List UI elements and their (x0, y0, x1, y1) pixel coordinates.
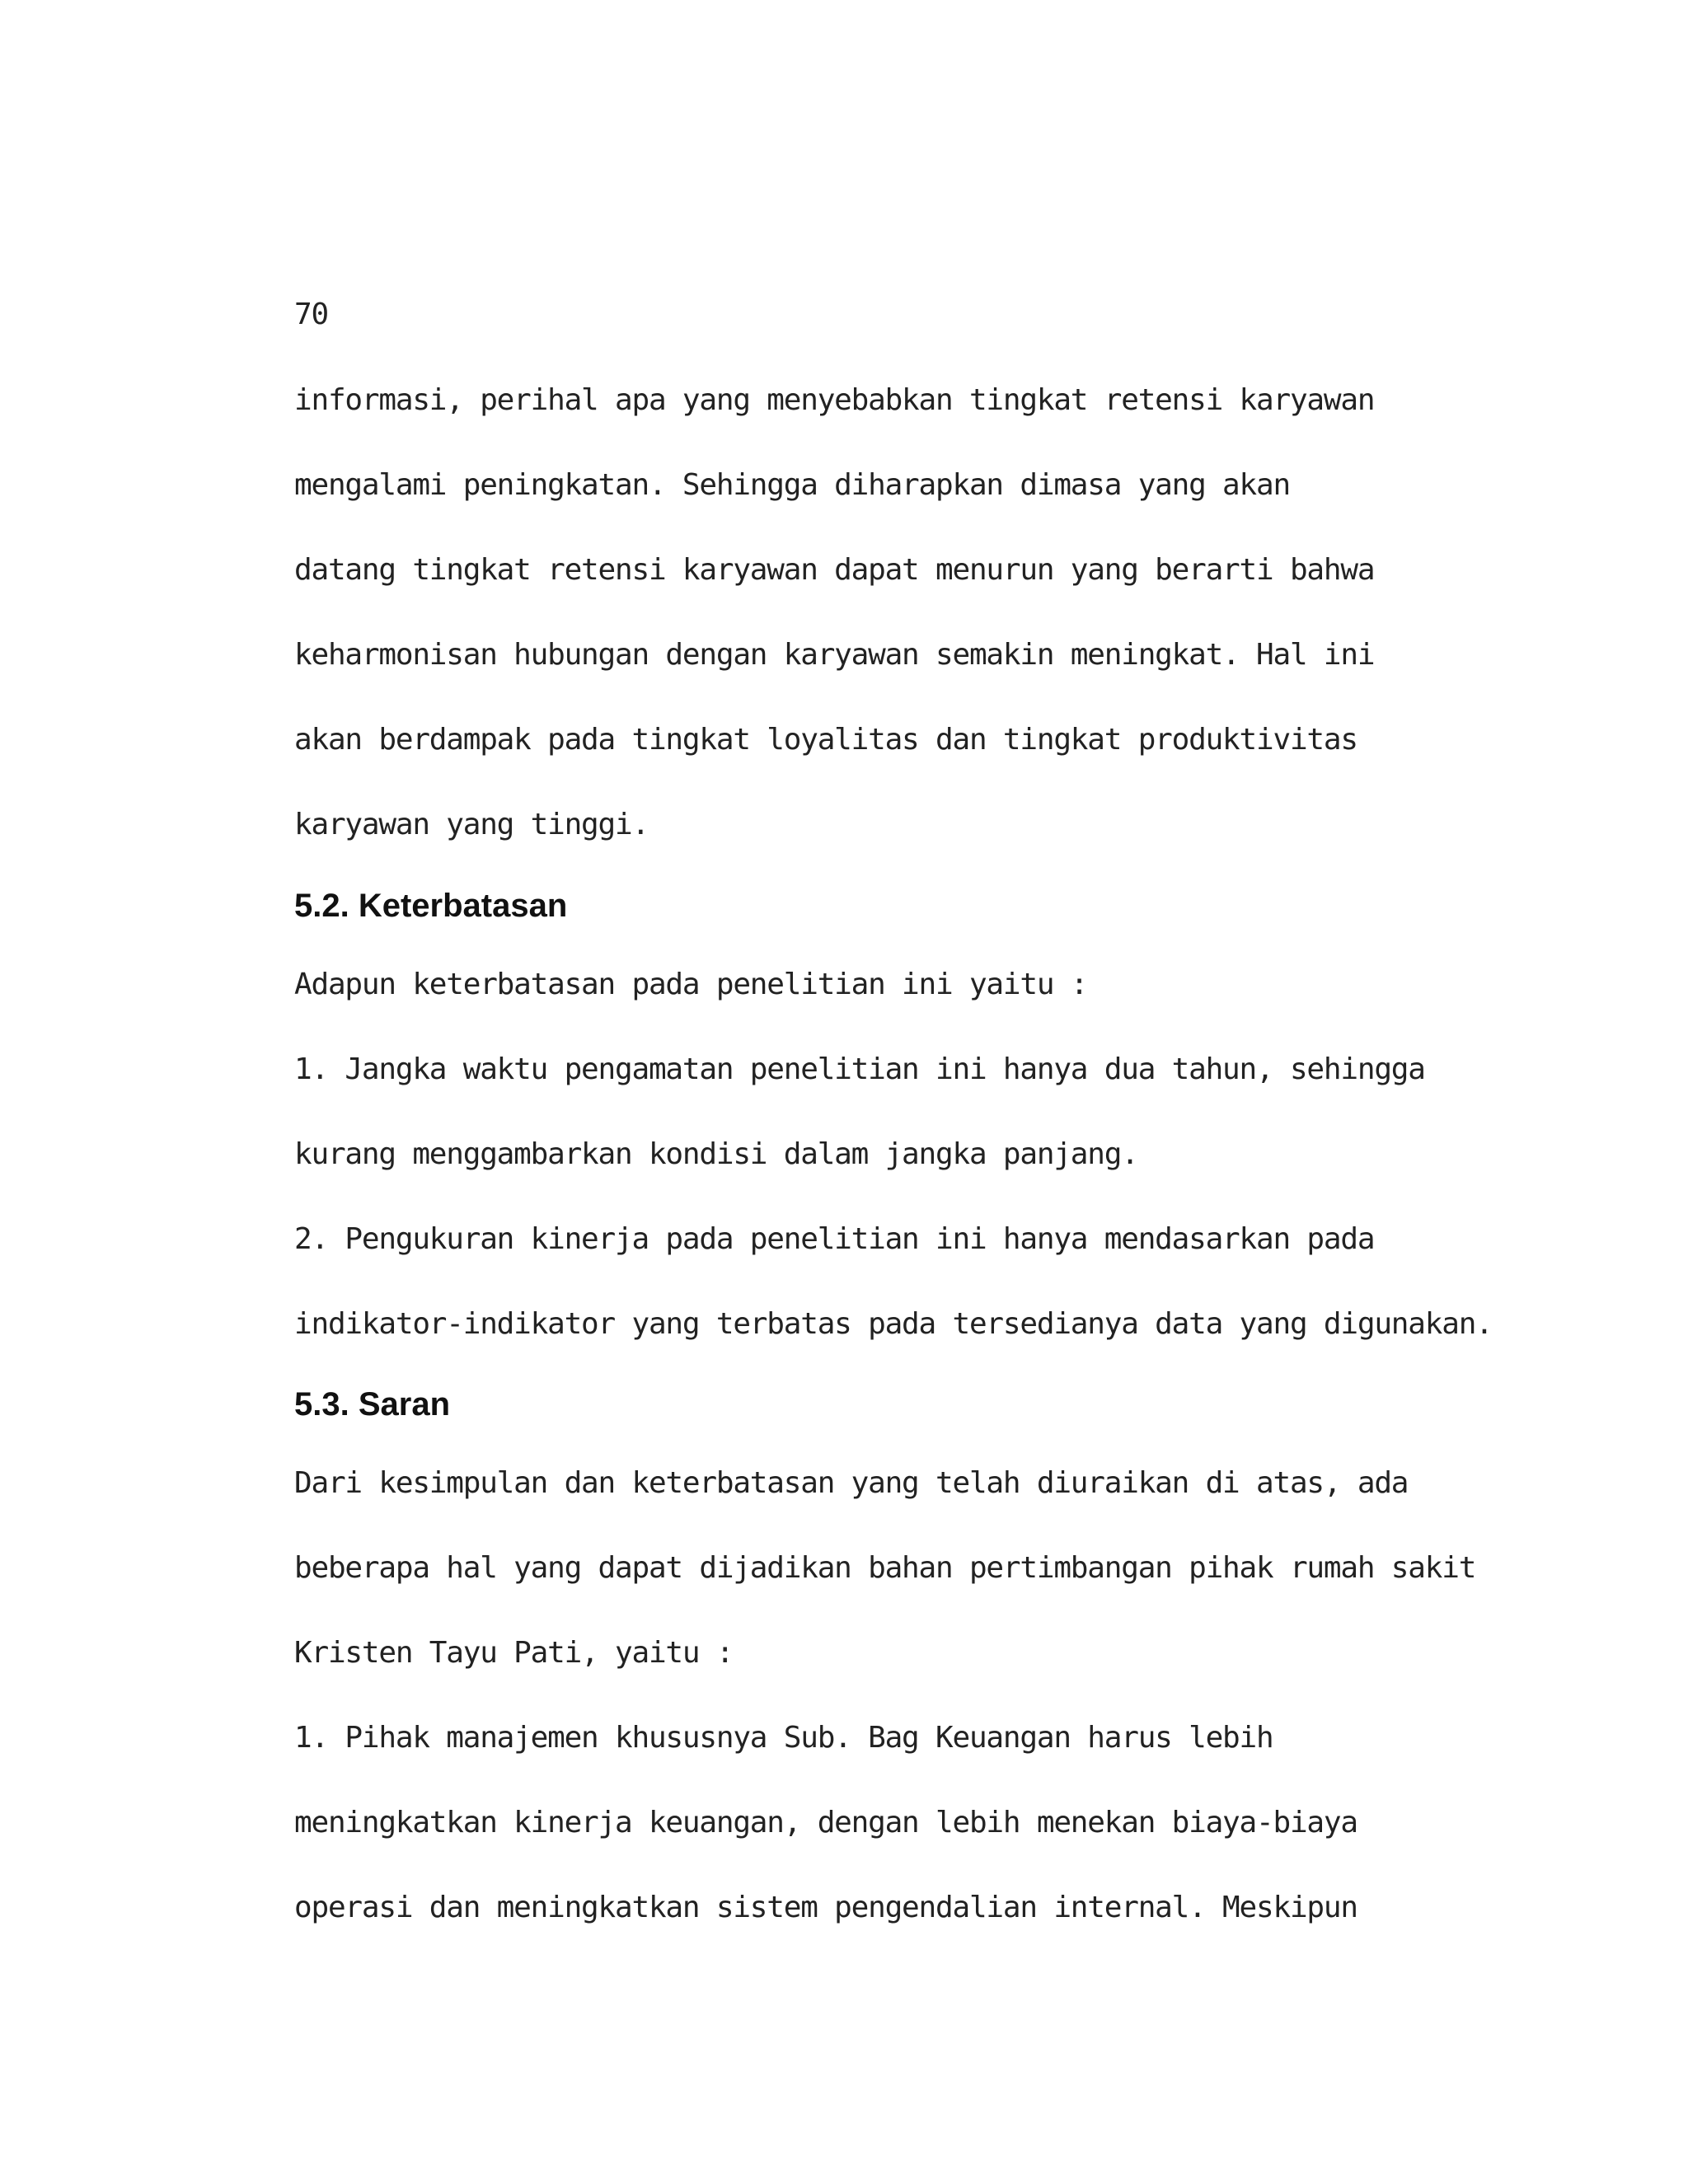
saran-line-5: meningkatkan kinerja keuangan, dengan lebih menekan biaya-biaya (294, 1806, 1357, 1840)
paragraph-1-line-5: akan berdampak pada tingkat loyalitas dan tingkat produktivitas (294, 723, 1357, 757)
keterbatasan-line-3: kurang menggambarkan kondisi dalam jangka panjang. (294, 1137, 1138, 1171)
saran-line-3: Kristen Tayu Pati, yaitu : (294, 1636, 734, 1670)
keterbatasan-line-4: 2. Pengukuran kinerja pada penelitian ini hanya mendasarkan pada (294, 1222, 1375, 1256)
paragraph-1-line-3: datang tingkat retensi karyawan dapat menurun yang berarti bahwa (294, 553, 1375, 587)
section-heading-saran: 5.3. Saran (294, 1386, 451, 1422)
saran-line-2: beberapa hal yang dapat dijadikan bahan pertimbangan pihak rumah sakit (294, 1551, 1476, 1585)
saran-line-4: 1. Pihak manajemen khususnya Sub. Bag Keuangan harus lebih (294, 1721, 1273, 1755)
keterbatasan-line-2: 1. Jangka waktu pengamatan penelitian ini hanya dua tahun, sehingga (294, 1052, 1425, 1086)
paragraph-1-line-4: keharmonisan hubungan dengan karyawan semakin meningkat. Hal ini (294, 638, 1375, 672)
paragraph-1-line-1: informasi, perihal apa yang menyebabkan tingkat retensi karyawan (294, 383, 1375, 417)
keterbatasan-line-1: Adapun keterbatasan pada penelitian ini yaitu : (294, 968, 1088, 1001)
keterbatasan-line-5: indikator-indikator yang terbatas pada tersedianya data yang digunakan. (294, 1307, 1493, 1341)
page-number: 70 (294, 298, 328, 331)
paragraph-1-line-2: mengalami peningkatan. Sehingga diharapkan dimasa yang akan (294, 468, 1290, 502)
saran-line-1: Dari kesimpulan dan keterbatasan yang telah diuraikan di atas, ada (294, 1466, 1409, 1500)
paragraph-1-line-6: karyawan yang tinggi. (294, 808, 649, 841)
section-heading-keterbatasan: 5.2. Keterbatasan (294, 888, 568, 924)
saran-line-6: operasi dan meningkatkan sistem pengendalian internal. Meskipun (294, 1891, 1357, 1924)
